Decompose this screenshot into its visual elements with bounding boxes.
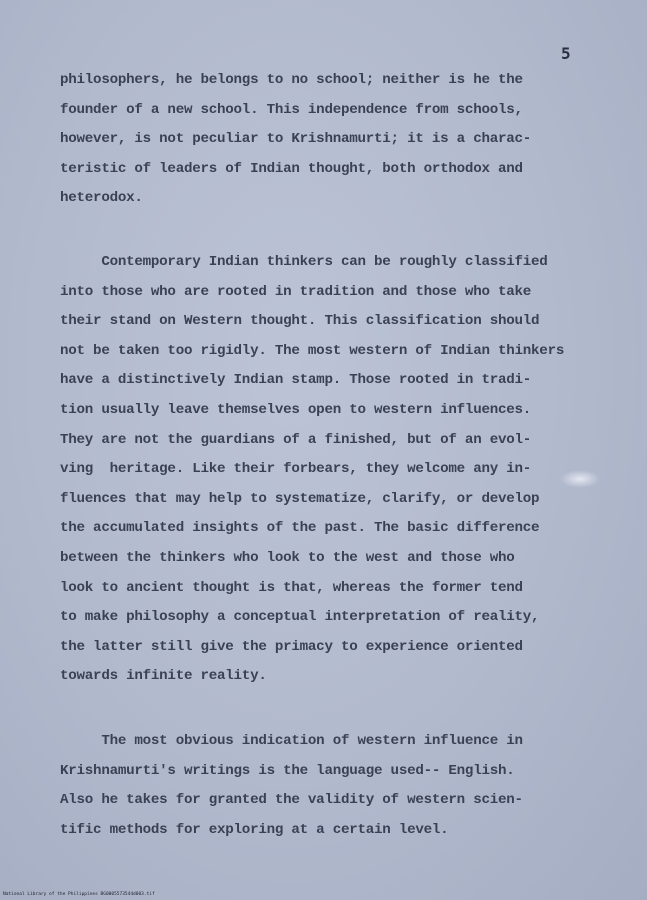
text-line: teristic of leaders of Indian thought, both orthodox and [60, 160, 523, 177]
text-line: Krishnamurti's writings is the language used-- English. [60, 762, 515, 779]
text-line: Contemporary Indian thinkers can be roughly classified [60, 254, 548, 270]
text-line: to make philosophy a conceptual interpretation of reality, [60, 609, 540, 626]
text-line: towards infinite reality. [60, 668, 267, 685]
text-line: into those who are rooted in tradition and those who take [60, 283, 532, 300]
text-line: fluences that may help to systematize, clarify, or develop [60, 490, 540, 507]
text-line: look to ancient thought is that, whereas the former tend [60, 579, 523, 596]
page-number: 5 [561, 44, 571, 63]
text-line: the accumulated insights of the past. The basic difference [60, 520, 540, 537]
text-line: tion usually leave themselves open to western influences. [60, 401, 532, 418]
paragraph-3 [60, 727, 523, 845]
scan-footer: National Library of the Philippines BG0005573544d003.tif [3, 892, 155, 897]
text-line: heterodox. [60, 190, 143, 207]
text-line: their stand on Western thought. This classification should [60, 313, 540, 330]
paragraph-2 [60, 248, 564, 692]
text-line: however, is not peculiar to Krishnamurti; it is a charac- [60, 131, 532, 148]
text-line: founder of a new school. This independence from schools, [60, 101, 523, 118]
text-line: tific methods for exploring at a certain level. [60, 821, 449, 838]
text-line: ving heritage. Like their forbears, they welcome any in- [60, 461, 532, 478]
paper-smudge [560, 470, 600, 488]
paragraph-1 [60, 66, 531, 214]
text-line: have a distinctively Indian stamp. Those rooted in tradi- [60, 372, 532, 389]
text-line: philosophers, he belongs to no school; neither is he the [60, 72, 523, 88]
text-line: The most obvious indication of western influence in [60, 733, 523, 749]
text-line: the latter still give the primacy to experience oriented [60, 638, 523, 655]
text-line: between the thinkers who look to the west and those who [60, 549, 515, 566]
text-line: They are not the guardians of a finished, but of an evol- [60, 431, 532, 448]
text-line: Also he takes for granted the validity of western scien- [60, 792, 523, 809]
text-line: not be taken too rigidly. The most western of Indian thinkers [60, 342, 565, 359]
